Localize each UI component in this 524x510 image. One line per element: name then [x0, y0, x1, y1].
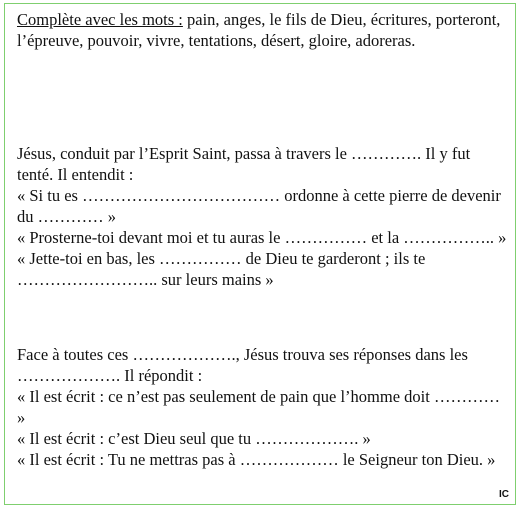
text-line: « Jette-toi en bas, les …………… de Dieu te garderont ; ils te …………………….. sur leurs mains »	[17, 249, 426, 289]
text-line: « Il est écrit : c’est Dieu seul que tu ………………. »	[17, 429, 371, 448]
worksheet-frame	[4, 3, 516, 505]
answers-paragraph	[17, 344, 509, 470]
text-line: « Il est écrit : Tu ne mettras pas à ……………… le Seigneur ton Dieu. »	[17, 450, 496, 469]
instruction-lead: Complète avec les mots :	[17, 10, 183, 29]
text-line: « Il est écrit : ce n’est pas seulement de pain que l’homme doit ………… »	[17, 387, 500, 427]
temptation-paragraph	[17, 143, 509, 290]
text-line: « Prosterne-toi devant moi et tu auras le …………… et la …………….. »	[17, 228, 507, 247]
text-line: Face à toutes ces ………………., Jésus trouva ses réponses dans les ………………. Il répondit :	[17, 345, 468, 385]
instruction-paragraph	[17, 9, 507, 51]
author-initials: IC	[499, 489, 509, 500]
text-line: « Si tu es ……………………………… ordonne à cette pierre de devenir du ………… »	[17, 186, 501, 226]
word-bank: pain, anges, le fils de Dieu, écritures, porteront, l’épreuve, pouvoir, vivre, tentations, désert, gloire, adoreras.	[17, 10, 501, 50]
text-line: Jésus, conduit par l’Esprit Saint, passa à travers le …………. Il y fut tenté. Il entendit :	[17, 144, 471, 184]
